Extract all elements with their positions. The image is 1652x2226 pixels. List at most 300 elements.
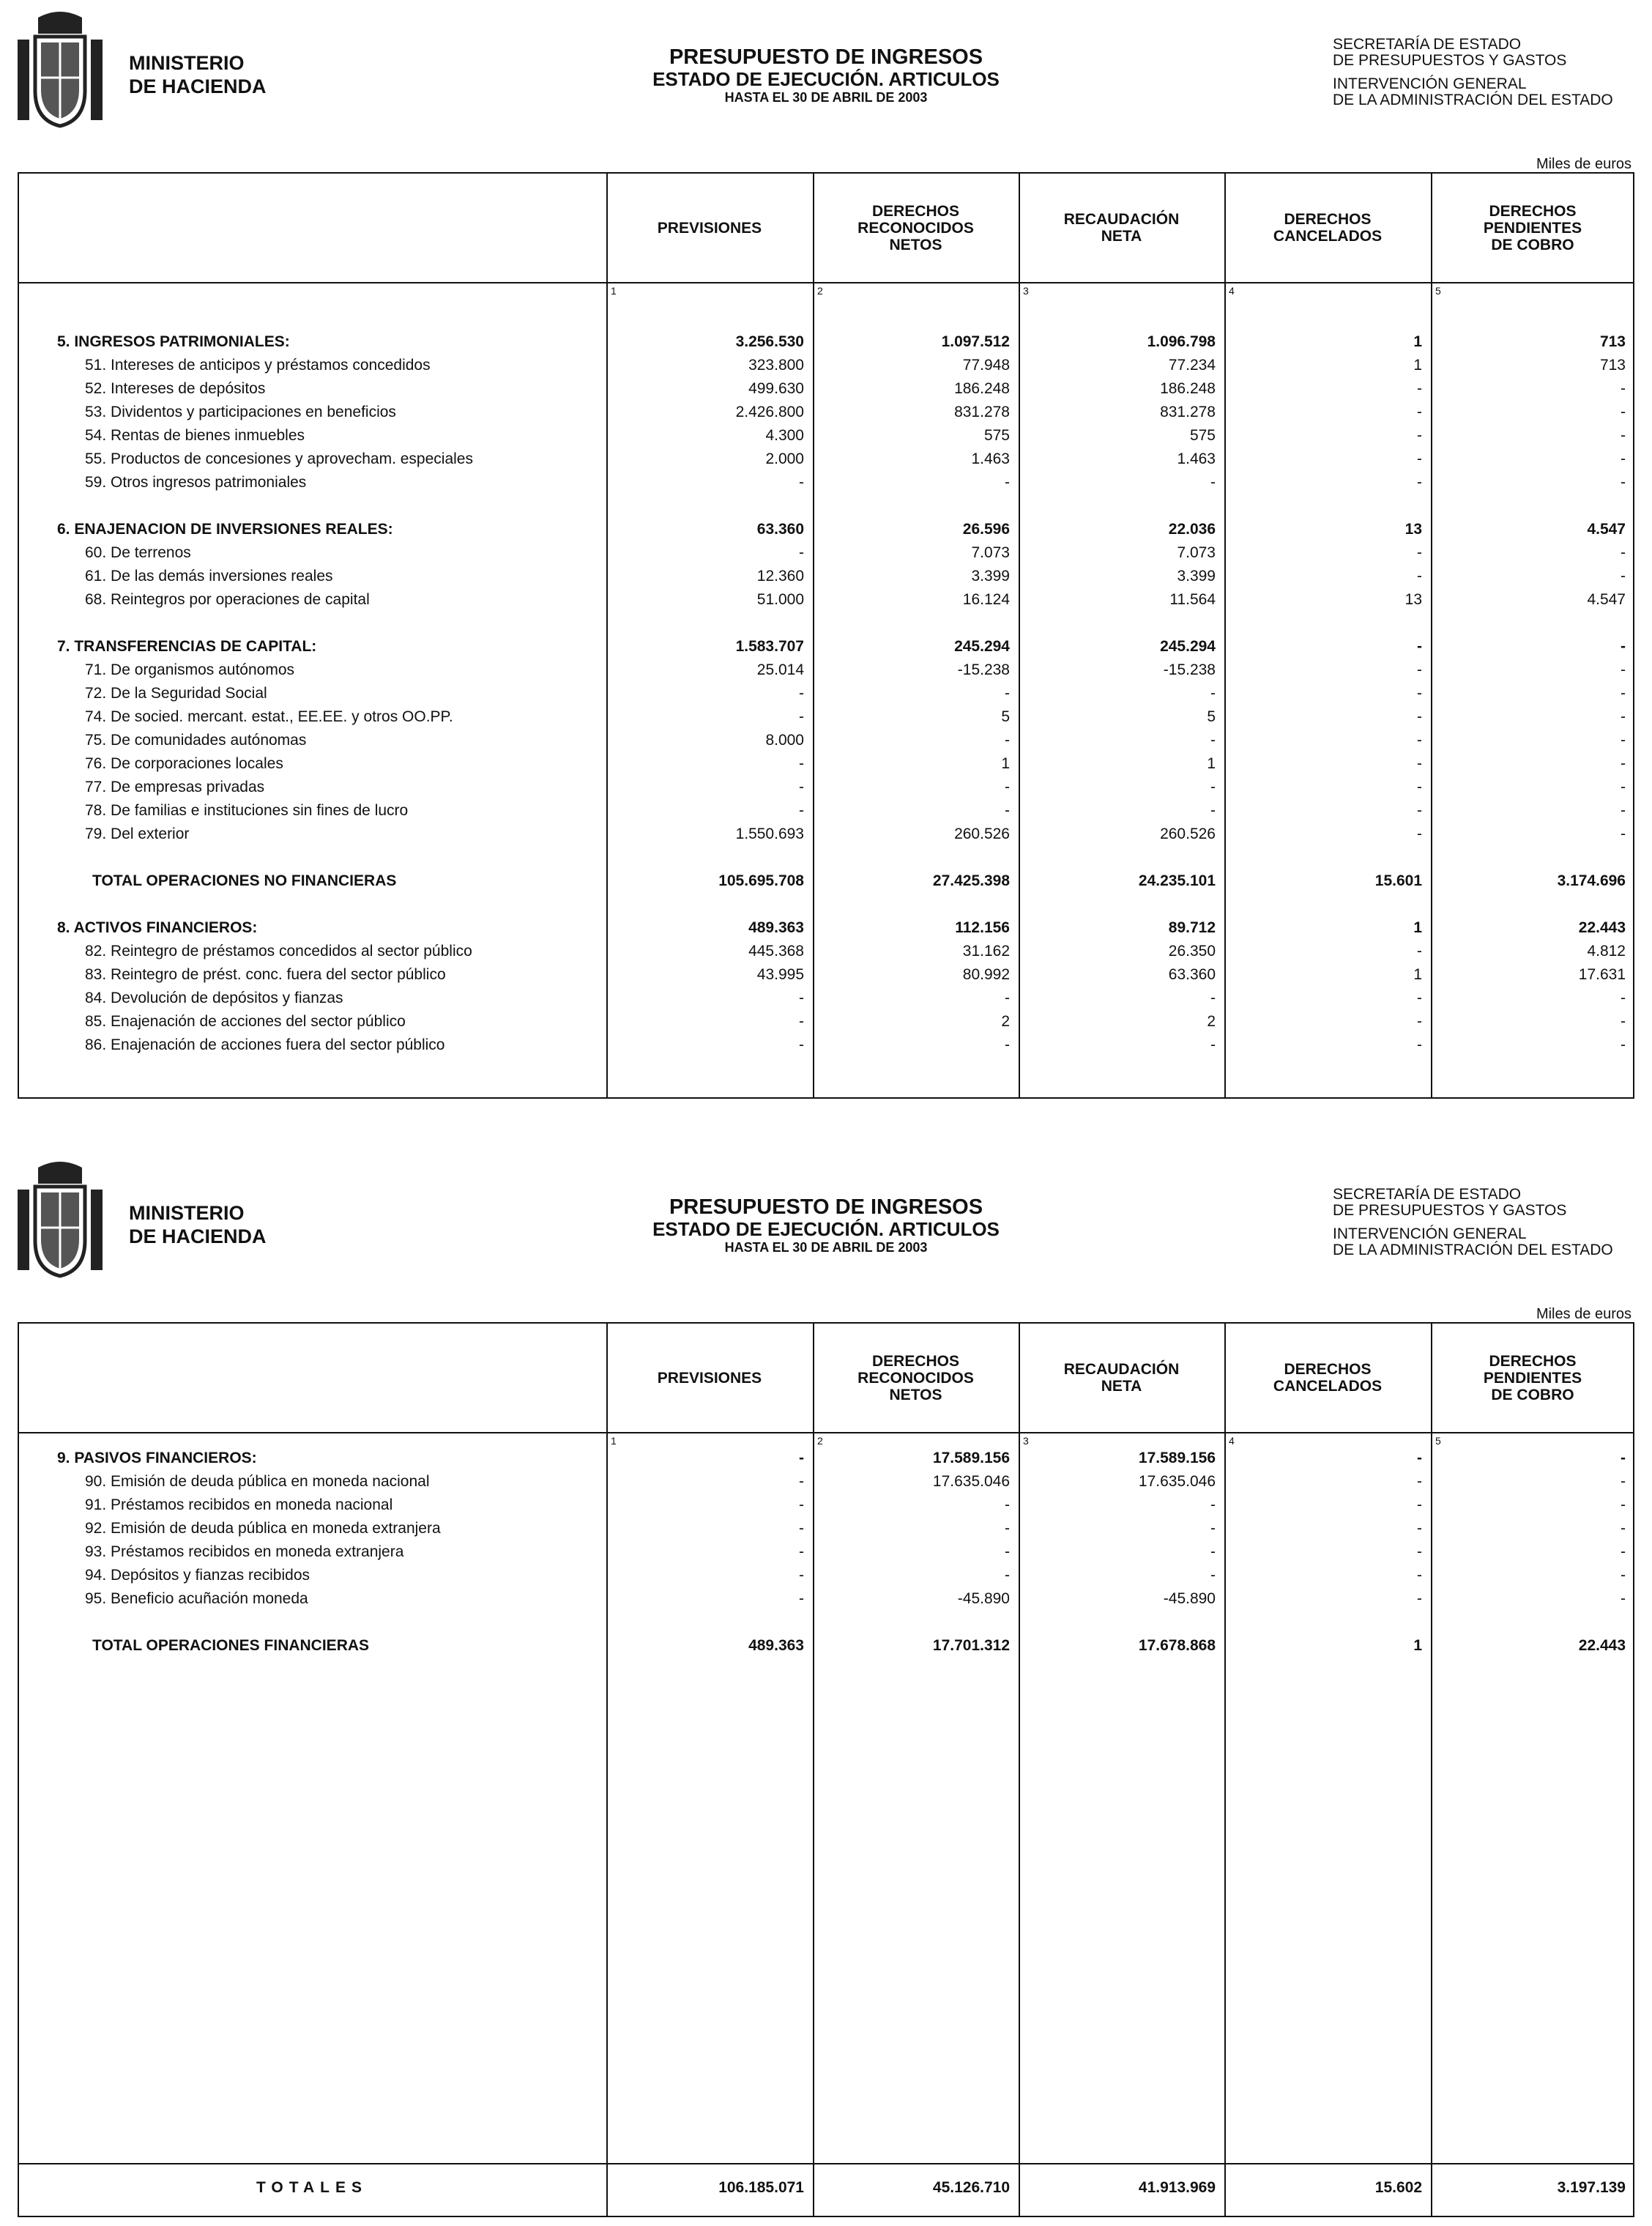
- table-row: [19, 1634, 1633, 1658]
- row-value: 831.278: [1160, 404, 1216, 420]
- row-label: 72. De la Seguridad Social: [85, 685, 267, 702]
- row-label: 92. Emisión de deuda pública en moneda extranjera: [85, 1520, 441, 1537]
- row-label: 91. Préstamos recibidos en moneda nacional: [85, 1496, 393, 1513]
- row-value: 575: [1189, 427, 1216, 444]
- row-value: 245.294: [1160, 638, 1216, 655]
- row-value: -: [1417, 1520, 1422, 1537]
- row-value: -: [799, 1013, 804, 1030]
- title-line3: HASTA EL 30 DE ABRIL DE 2003: [724, 90, 928, 105]
- row-value: -: [799, 1473, 804, 1490]
- row-value: 112.156: [955, 919, 1010, 936]
- row-value: -: [799, 1567, 804, 1584]
- row-value: -: [1621, 755, 1626, 772]
- row-value: -: [1417, 826, 1422, 842]
- header-divider: [19, 1432, 1633, 1433]
- table-frame: [18, 172, 1634, 1099]
- column-header-line: DE COBRO: [1491, 1386, 1574, 1403]
- row-value: 43.995: [756, 966, 804, 983]
- row-value: 323.800: [748, 357, 804, 374]
- row-value: 17.701.312: [932, 1637, 1010, 1654]
- row-value: 260.526: [954, 826, 1010, 842]
- row-value: -: [1621, 1450, 1626, 1466]
- row-value: -: [1621, 544, 1626, 561]
- row-label: 55. Productos de concesiones y aprovecham. especiales: [85, 450, 473, 467]
- column-header-text: [1273, 1361, 1382, 1395]
- column-header: [1431, 1324, 1634, 1432]
- row-value: -: [1210, 1543, 1216, 1560]
- row-value: -: [1005, 474, 1010, 491]
- row-value: -: [799, 474, 804, 491]
- row-value: -: [1417, 568, 1422, 585]
- row-value: 27.425.398: [932, 872, 1010, 889]
- table-row: [19, 1540, 1633, 1564]
- column-number: 4: [1229, 1435, 1235, 1447]
- row-value: 22.443: [1578, 1637, 1626, 1654]
- row-value: 7.073: [1177, 544, 1216, 561]
- column-header-text: [658, 1370, 762, 1387]
- row-value: -: [799, 1496, 804, 1513]
- row-value: -: [1417, 427, 1422, 444]
- row-value: 2.000: [765, 450, 804, 467]
- column-header: [813, 174, 1019, 282]
- column-header-line: PREVISIONES: [657, 219, 762, 237]
- title-line2: ESTADO DE EJECUCIÓN. ARTICULOS: [652, 1218, 1000, 1240]
- table-row: [19, 588, 1633, 612]
- secretaria-line1: SECRETARÍA DE ESTADO: [1333, 36, 1522, 53]
- row-label: 84. Devolución de depósitos y fianzas: [85, 990, 343, 1006]
- table-row: [19, 1587, 1633, 1611]
- row-label: 71. De organismos autónomos: [85, 661, 294, 678]
- ministry-line2: DE HACIENDA: [129, 75, 267, 97]
- row-value: 1: [1413, 333, 1422, 350]
- row-value: 89.712: [1168, 919, 1216, 936]
- issuing-office: [1333, 1187, 1613, 1258]
- row-label: 61. De las demás inversiones reales: [85, 568, 333, 585]
- table-row: [19, 940, 1633, 963]
- units-label: Miles de euros: [1536, 1306, 1631, 1322]
- row-value: -: [1621, 450, 1626, 467]
- row-value: -: [1005, 1543, 1010, 1560]
- row-label: 76. De corporaciones locales: [85, 755, 283, 772]
- row-value: 17.631: [1578, 966, 1626, 983]
- row-value: -: [799, 708, 804, 725]
- row-value: 3.174.696: [1557, 872, 1626, 889]
- column-number: 1: [611, 1435, 617, 1447]
- column-header-text: [658, 220, 762, 237]
- row-value: -: [799, 685, 804, 702]
- row-label: 86. Enajenación de acciones fuera del sector público: [85, 1036, 445, 1053]
- row-value: -: [1417, 450, 1422, 467]
- row-value: 831.278: [954, 404, 1010, 420]
- row-value: -45.890: [957, 1590, 1010, 1607]
- row-value: 80.992: [962, 966, 1010, 983]
- row-value: -: [1417, 1473, 1422, 1490]
- row-value: 1.583.707: [735, 638, 804, 655]
- column-header-line: CANCELADOS: [1273, 1378, 1383, 1395]
- table-row: [19, 1470, 1633, 1494]
- table-row: [19, 471, 1633, 494]
- row-value: -: [1417, 638, 1422, 655]
- row-value: 3.256.530: [735, 333, 804, 350]
- row-label: 5. INGRESOS PATRIMONIALES:: [57, 333, 290, 350]
- units-label: Miles de euros: [1536, 156, 1631, 172]
- title-line1: PRESUPUESTO DE INGRESOS: [669, 45, 983, 69]
- row-value: 1: [1001, 755, 1010, 772]
- row-value: 17.589.156: [932, 1450, 1010, 1466]
- intervencion-line1: INTERVENCIÓN GENERAL: [1333, 75, 1527, 92]
- row-value: 105.695.708: [718, 872, 804, 889]
- row-value: 713: [1599, 357, 1626, 374]
- row-value: -: [1417, 685, 1422, 702]
- row-value: 575: [983, 427, 1010, 444]
- row-value: -: [1005, 802, 1010, 819]
- column-header: [1019, 1324, 1224, 1432]
- row-value: -: [1417, 1543, 1422, 1560]
- totals-value: 15.602: [1374, 2179, 1422, 2196]
- row-value: -: [1621, 990, 1626, 1006]
- column-number: 1: [611, 285, 617, 297]
- column-header: [1431, 174, 1634, 282]
- table-row: [19, 330, 1633, 354]
- row-value: -: [1621, 1013, 1626, 1030]
- row-value: 22.036: [1168, 521, 1216, 538]
- row-value: 31.162: [962, 943, 1010, 960]
- row-value: -: [1417, 1013, 1422, 1030]
- row-value: 7.073: [971, 544, 1010, 561]
- table-row: [19, 776, 1633, 799]
- row-value: -: [1210, 990, 1216, 1006]
- row-value: -: [1621, 826, 1626, 842]
- row-value: 1: [1413, 1637, 1422, 1654]
- row-value: 1: [1413, 357, 1422, 374]
- row-value: -: [1210, 1036, 1216, 1053]
- row-value: -: [1621, 1496, 1626, 1513]
- row-value: 245.294: [954, 638, 1010, 655]
- row-value: -: [1417, 404, 1422, 420]
- table-row: [19, 541, 1633, 565]
- table-row: [19, 1494, 1633, 1517]
- row-value: -: [1621, 568, 1626, 585]
- column-number: 3: [1023, 285, 1029, 297]
- row-value: 24.235.101: [1138, 872, 1216, 889]
- table-row: [19, 752, 1633, 776]
- row-value: 8.000: [765, 732, 804, 749]
- row-value: -: [1005, 685, 1010, 702]
- row-value: -: [1417, 990, 1422, 1006]
- totals-row: [19, 2163, 1633, 2216]
- row-label: 75. De comunidades autónomas: [85, 732, 307, 749]
- row-label: 60. De terrenos: [85, 544, 191, 561]
- row-value: 5: [1207, 708, 1216, 725]
- row-label: 54. Rentas de bienes inmuebles: [85, 427, 305, 444]
- page-2: [0, 1150, 1652, 2226]
- table-row: [19, 916, 1633, 940]
- row-value: 26.350: [1168, 943, 1216, 960]
- column-header-line: PREVISIONES: [657, 1369, 762, 1387]
- table-row: [19, 729, 1633, 752]
- row-value: -: [1210, 779, 1216, 795]
- title-line2: ESTADO DE EJECUCIÓN. ARTICULOS: [652, 68, 1000, 90]
- title-line3: HASTA EL 30 DE ABRIL DE 2003: [724, 1240, 928, 1255]
- row-value: -: [1417, 1567, 1422, 1584]
- row-value: -: [1417, 1450, 1422, 1466]
- row-value: -45.890: [1163, 1590, 1216, 1607]
- row-value: -: [1005, 990, 1010, 1006]
- row-label: 79. Del exterior: [85, 826, 190, 842]
- column-header-line: NETOS: [889, 236, 942, 253]
- table-row: [19, 377, 1633, 401]
- row-value: -: [1210, 732, 1216, 749]
- row-value: -: [1417, 802, 1422, 819]
- row-value: 13: [1404, 521, 1422, 538]
- row-value: 17.678.868: [1138, 1637, 1216, 1654]
- secretaria-line1: SECRETARÍA DE ESTADO: [1333, 1186, 1522, 1203]
- row-value: 489.363: [748, 1637, 804, 1654]
- column-header-line: DERECHOS: [1489, 1352, 1577, 1370]
- row-label: TOTAL OPERACIONES FINANCIERAS: [92, 1637, 370, 1654]
- row-value: 25.014: [756, 661, 804, 678]
- row-value: -: [1417, 661, 1422, 678]
- row-value: -: [1621, 427, 1626, 444]
- row-value: 1.096.798: [1147, 333, 1216, 350]
- row-label: TOTAL OPERACIONES NO FINANCIERAS: [92, 872, 397, 889]
- column-header: [1019, 174, 1224, 282]
- column-number: 4: [1229, 285, 1235, 297]
- column-header: [813, 1324, 1019, 1432]
- row-value: -: [799, 1520, 804, 1537]
- row-value: -: [1621, 708, 1626, 725]
- row-value: -: [1621, 779, 1626, 795]
- row-value: 713: [1599, 333, 1626, 350]
- row-value: 1.097.512: [941, 333, 1010, 350]
- row-value: 1: [1207, 755, 1216, 772]
- table-row: [19, 963, 1633, 987]
- row-value: 17.635.046: [1138, 1473, 1216, 1490]
- table-row: [19, 1034, 1633, 1057]
- row-value: -: [1417, 943, 1422, 960]
- row-value: -: [799, 802, 804, 819]
- table-row: [19, 705, 1633, 729]
- row-value: -: [1417, 1036, 1422, 1053]
- row-label: 93. Préstamos recibidos en moneda extranjera: [85, 1543, 404, 1560]
- row-value: -: [1005, 1036, 1010, 1053]
- column-header-line: RECONOCIDOS: [857, 219, 974, 237]
- row-value: 22.443: [1578, 919, 1626, 936]
- column-header-line: DERECHOS: [871, 202, 960, 220]
- column-header-text: [857, 1353, 974, 1403]
- row-value: -: [1621, 1590, 1626, 1607]
- row-value: 260.526: [1160, 826, 1216, 842]
- row-label: 78. De familias e instituciones sin fines de lucro: [85, 802, 409, 819]
- row-value: 17.635.046: [932, 1473, 1010, 1490]
- column-header-line: NETOS: [889, 1386, 942, 1403]
- table-row: [19, 565, 1633, 588]
- row-value: -: [1210, 1496, 1216, 1513]
- column-header-line: PENDIENTES: [1483, 219, 1582, 237]
- column-number: 2: [817, 285, 823, 297]
- row-value: -: [799, 1543, 804, 1560]
- row-value: 16.124: [962, 591, 1010, 608]
- row-value: -: [1417, 380, 1422, 397]
- row-value: -: [1417, 1590, 1422, 1607]
- row-label: 74. De socied. mercant. estat., EE.EE. y otros OO.PP.: [85, 708, 453, 725]
- row-value: -: [799, 1450, 804, 1466]
- table-row: [19, 518, 1633, 541]
- row-label: 51. Intereses de anticipos y préstamos concedidos: [85, 357, 431, 374]
- row-value: -: [1621, 1520, 1626, 1537]
- row-label: 77. De empresas privadas: [85, 779, 265, 795]
- row-value: -: [1005, 779, 1010, 795]
- row-value: -: [1417, 779, 1422, 795]
- totals-value: 3.197.139: [1557, 2179, 1626, 2196]
- row-label: 90. Emisión de deuda pública en moneda nacional: [85, 1473, 430, 1490]
- row-value: -: [1621, 685, 1626, 702]
- row-value: 63.360: [1168, 966, 1216, 983]
- row-value: 13: [1404, 591, 1422, 608]
- ministry-line2: DE HACIENDA: [129, 1225, 267, 1247]
- row-value: 1: [1413, 966, 1422, 983]
- row-value: 77.948: [962, 357, 1010, 374]
- column-header-text: [1484, 203, 1582, 253]
- column-header-line: DERECHOS: [871, 1352, 960, 1370]
- row-value: -: [1621, 474, 1626, 491]
- row-value: -: [1005, 732, 1010, 749]
- table-row: [19, 401, 1633, 424]
- row-value: -: [1005, 1496, 1010, 1513]
- row-value: 4.547: [1587, 591, 1626, 608]
- column-header-text: [1484, 1353, 1582, 1403]
- column-header: [606, 174, 813, 282]
- row-value: -: [1621, 732, 1626, 749]
- row-value: -: [1210, 685, 1216, 702]
- row-label: 82. Reintegro de préstamos concedidos al sector público: [85, 943, 472, 960]
- column-header-line: CANCELADOS: [1273, 228, 1383, 245]
- row-value: 11.564: [1169, 591, 1216, 608]
- header-divider: [19, 282, 1633, 283]
- row-value: 499.630: [748, 380, 804, 397]
- row-value: 51.000: [756, 591, 804, 608]
- row-value: 2.426.800: [735, 404, 804, 420]
- row-value: 1.463: [971, 450, 1010, 467]
- row-value: 1.463: [1177, 450, 1216, 467]
- row-value: 445.368: [748, 943, 804, 960]
- row-value: 4.812: [1587, 943, 1626, 960]
- ministry-line1: MINISTERIO: [129, 52, 245, 74]
- row-value: -15.238: [957, 661, 1010, 678]
- table-row: [19, 799, 1633, 823]
- table-row: [19, 354, 1633, 377]
- row-label: 6. ENAJENACION DE INVERSIONES REALES:: [57, 521, 393, 538]
- row-value: -: [1621, 661, 1626, 678]
- ministry-line1: MINISTERIO: [129, 1202, 245, 1224]
- column-number: 2: [817, 1435, 823, 1447]
- row-value: -: [1621, 638, 1626, 655]
- row-value: 3.399: [1177, 568, 1216, 585]
- column-header-line: DERECHOS: [1284, 1361, 1372, 1378]
- column-header-text: [1273, 211, 1382, 245]
- row-value: 4.547: [1587, 521, 1626, 538]
- row-label: 8. ACTIVOS FINANCIEROS:: [57, 919, 258, 936]
- row-value: -15.238: [1163, 661, 1216, 678]
- row-value: -: [1005, 1520, 1010, 1537]
- table-row: [19, 1564, 1633, 1587]
- column-header-line: NETA: [1101, 1378, 1142, 1395]
- table-frame: [18, 1322, 1634, 2217]
- row-value: -: [1417, 708, 1422, 725]
- row-value: -: [1621, 802, 1626, 819]
- row-value: 186.248: [954, 380, 1010, 397]
- row-value: 26.596: [962, 521, 1010, 538]
- secretaria-line2: DE PRESUPUESTOS Y GASTOS: [1333, 52, 1567, 69]
- totals-value: 41.913.969: [1138, 2179, 1216, 2196]
- totals-value: 106.185.071: [718, 2179, 804, 2196]
- column-header-line: RECONOCIDOS: [857, 1369, 974, 1387]
- row-value: 2: [1207, 1013, 1216, 1030]
- row-value: 12.360: [756, 568, 804, 585]
- totals-value: 45.126.710: [932, 2179, 1010, 2196]
- table-row: [19, 869, 1633, 893]
- row-label: 95. Beneficio acuñación moneda: [85, 1590, 308, 1607]
- row-value: -: [1417, 1496, 1422, 1513]
- row-value: 186.248: [1160, 380, 1216, 397]
- intervencion-line2: DE LA ADMINISTRACIÓN DEL ESTADO: [1333, 92, 1613, 108]
- row-value: 489.363: [748, 919, 804, 936]
- column-number: 5: [1435, 1435, 1441, 1447]
- row-value: -: [1621, 1543, 1626, 1560]
- column-number: 3: [1023, 1435, 1029, 1447]
- row-label: 9. PASIVOS FINANCIEROS:: [57, 1450, 257, 1466]
- column-header-text: [857, 203, 974, 253]
- row-value: -: [799, 990, 804, 1006]
- row-value: 4.300: [765, 427, 804, 444]
- column-header-text: [1064, 211, 1180, 245]
- row-label: 68. Reintegros por operaciones de capital: [85, 591, 370, 608]
- column-header-line: PENDIENTES: [1483, 1369, 1582, 1387]
- row-label: 85. Enajenación de acciones del sector público: [85, 1013, 406, 1030]
- table-row: [19, 987, 1633, 1010]
- row-label: 7. TRANSFERENCIAS DE CAPITAL:: [57, 638, 317, 655]
- intervencion-line2: DE LA ADMINISTRACIÓN DEL ESTADO: [1333, 1242, 1613, 1258]
- row-value: 1: [1413, 919, 1422, 936]
- row-label: 59. Otros ingresos patrimoniales: [85, 474, 307, 491]
- row-value: -: [799, 779, 804, 795]
- row-value: -: [1210, 802, 1216, 819]
- table-row: [19, 1447, 1633, 1470]
- column-header-line: RECAUDACIÓN: [1063, 211, 1180, 228]
- row-value: 15.601: [1374, 872, 1422, 889]
- table-row: [19, 1517, 1633, 1540]
- row-value: -: [799, 755, 804, 772]
- issuing-office: [1333, 37, 1613, 108]
- row-value: -: [1417, 544, 1422, 561]
- row-value: -: [1210, 1567, 1216, 1584]
- row-value: -: [799, 544, 804, 561]
- row-value: 2: [1001, 1013, 1010, 1030]
- row-value: 63.360: [756, 521, 804, 538]
- row-value: -: [1417, 474, 1422, 491]
- row-value: -: [799, 1036, 804, 1053]
- totals-label: TOTALES: [256, 2179, 368, 2196]
- column-header-line: DE COBRO: [1491, 236, 1574, 253]
- row-value: -: [1417, 732, 1422, 749]
- table-row: [19, 682, 1633, 705]
- column-header-text: [1064, 1361, 1180, 1395]
- column-number: 5: [1435, 285, 1441, 297]
- row-value: -: [1621, 1473, 1626, 1490]
- row-value: -: [1621, 380, 1626, 397]
- row-value: -: [1210, 474, 1216, 491]
- row-value: -: [799, 1590, 804, 1607]
